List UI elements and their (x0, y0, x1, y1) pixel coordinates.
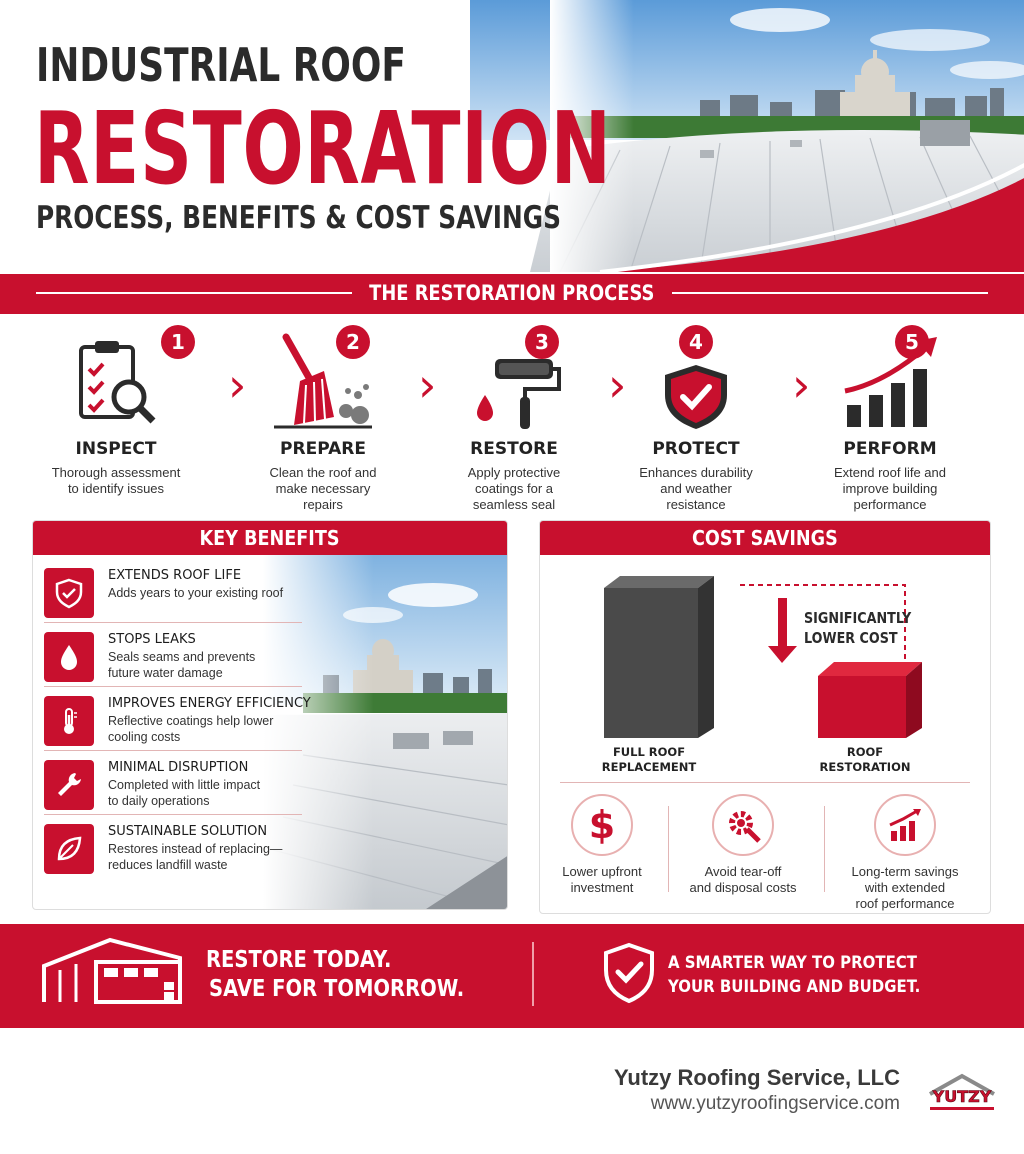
shield-check-icon (602, 942, 656, 1004)
replacement-bar (604, 588, 698, 738)
benefit-title: STOPS LEAKS (108, 632, 196, 647)
replacement-label: FULL ROOF REPLACEMENT (601, 745, 697, 774)
benefit-desc: Completed with little impact to daily operations (108, 778, 261, 808)
benefit-item (44, 820, 304, 878)
chevron-right-icon: › (608, 358, 627, 412)
key-benefits-title: KEY BENEFITS (33, 521, 507, 555)
benefit-desc: Adds years to your existing roof (108, 586, 284, 600)
company-name: Yutzy Roofing Service, LLC (613, 1065, 900, 1090)
step-title: PREPARE (280, 439, 366, 459)
replacement-bar-side (698, 576, 714, 738)
step-desc: Thorough assessment to identify issues (51, 465, 181, 496)
replacement-bar-top (604, 576, 714, 588)
divider (44, 750, 302, 751)
hero-section (0, 0, 1024, 272)
step-number: 1 (161, 325, 195, 359)
process-step-prepare (233, 325, 413, 513)
saving-desc: Lower upfront investment (562, 864, 642, 895)
gear-arrow-icon (712, 794, 774, 856)
chevron-right-icon: › (792, 358, 811, 412)
benefit-title: SUSTAINABLE SOLUTION (108, 824, 268, 839)
step-title: RESTORE (470, 439, 558, 459)
restoration-bar-top (818, 662, 922, 676)
step-desc: Extend roof life and improve building performance (833, 465, 947, 512)
divider (560, 782, 970, 783)
benefit-title: MINIMAL DISRUPTION (108, 760, 249, 775)
benefit-item (44, 756, 304, 814)
cta-right: A SMARTER WAY TO PROTECT YOUR BUILDING AND BUDGET. (668, 953, 921, 997)
cost-comparison-graphic (540, 560, 990, 746)
clipboard-magnifier-icon (61, 325, 171, 435)
chevron-right-icon: › (418, 358, 437, 412)
process-step-restore (424, 325, 604, 513)
process-step-perform (800, 325, 980, 513)
dollar-icon: $ (571, 794, 633, 856)
step-number: 4 (679, 325, 713, 359)
down-arrow-shaft (778, 598, 787, 648)
chevron-right-icon: › (228, 358, 247, 412)
process-step-inspect (26, 325, 206, 497)
saving-desc: Avoid tear-off and disposal costs (689, 864, 797, 895)
company-info (614, 1065, 900, 1115)
benefit-desc: Restores instead of replacing— reduces landfill waste (108, 842, 283, 872)
step-number: 2 (336, 325, 370, 359)
company-logo (922, 1072, 1002, 1116)
building-icon (40, 936, 186, 1006)
divider (44, 622, 302, 623)
hero-title-line1: INDUSTRIAL ROOF (36, 38, 406, 92)
thermometer-icon (44, 696, 94, 746)
divider (44, 686, 302, 687)
saving-point (840, 794, 970, 912)
step-number: 3 (525, 325, 559, 359)
process-step-protect (606, 325, 786, 513)
process-title: THE RESTORATION PROCESS (369, 281, 655, 305)
restoration-bar (818, 676, 906, 738)
company-website[interactable]: www.yutzyroofingservice.com (650, 1093, 900, 1114)
hero-subtitle: PROCESS, BENEFITS & COST SAVINGS (36, 200, 562, 236)
arrow-down-icon (768, 646, 797, 663)
cost-callout: SIGNIFICANTLY LOWER COST (804, 609, 912, 647)
benefit-desc: Seals seams and prevents future water damage (108, 650, 256, 680)
divider (668, 806, 669, 892)
cost-savings-title: COST SAVINGS (540, 521, 990, 555)
step-title: INSPECT (75, 439, 157, 459)
benefit-title: IMPROVES ENERGY EFFICIENCY (108, 696, 311, 711)
wrench-icon (44, 760, 94, 810)
step-number: 5 (895, 325, 929, 359)
growth-chart-icon (874, 794, 936, 856)
benefit-title: EXTENDS ROOF LIFE (108, 568, 242, 583)
step-title: PERFORM (843, 439, 937, 459)
step-desc: Clean the roof and make necessary repairs (269, 465, 377, 512)
saving-point (537, 794, 667, 896)
benefit-desc: Reflective coatings help lower cooling costs (108, 714, 274, 744)
restoration-label: ROOF RESTORATION (819, 745, 911, 774)
hero-title-line2: RESTORATION (34, 90, 612, 207)
svg-text:YUTZY: YUTZY (932, 1087, 992, 1106)
benefit-item (44, 628, 304, 686)
saving-point (678, 794, 808, 896)
leaf-icon (44, 824, 94, 874)
benefit-item (44, 564, 304, 622)
step-desc: Apply protective coatings for a seamless seal (467, 465, 561, 512)
cta-left: RESTORE TODAY. SAVE FOR TOMORROW. (206, 947, 465, 1002)
step-desc: Enhances durability and weather resistance (639, 465, 753, 512)
water-drop-icon (44, 632, 94, 682)
shield-check-icon (44, 568, 94, 618)
divider (44, 814, 302, 815)
step-title: PROTECT (652, 439, 740, 459)
benefit-item (44, 692, 311, 750)
divider (532, 942, 534, 1006)
divider (824, 806, 825, 892)
saving-desc: Long-term savings with extended roof performance (851, 864, 959, 911)
